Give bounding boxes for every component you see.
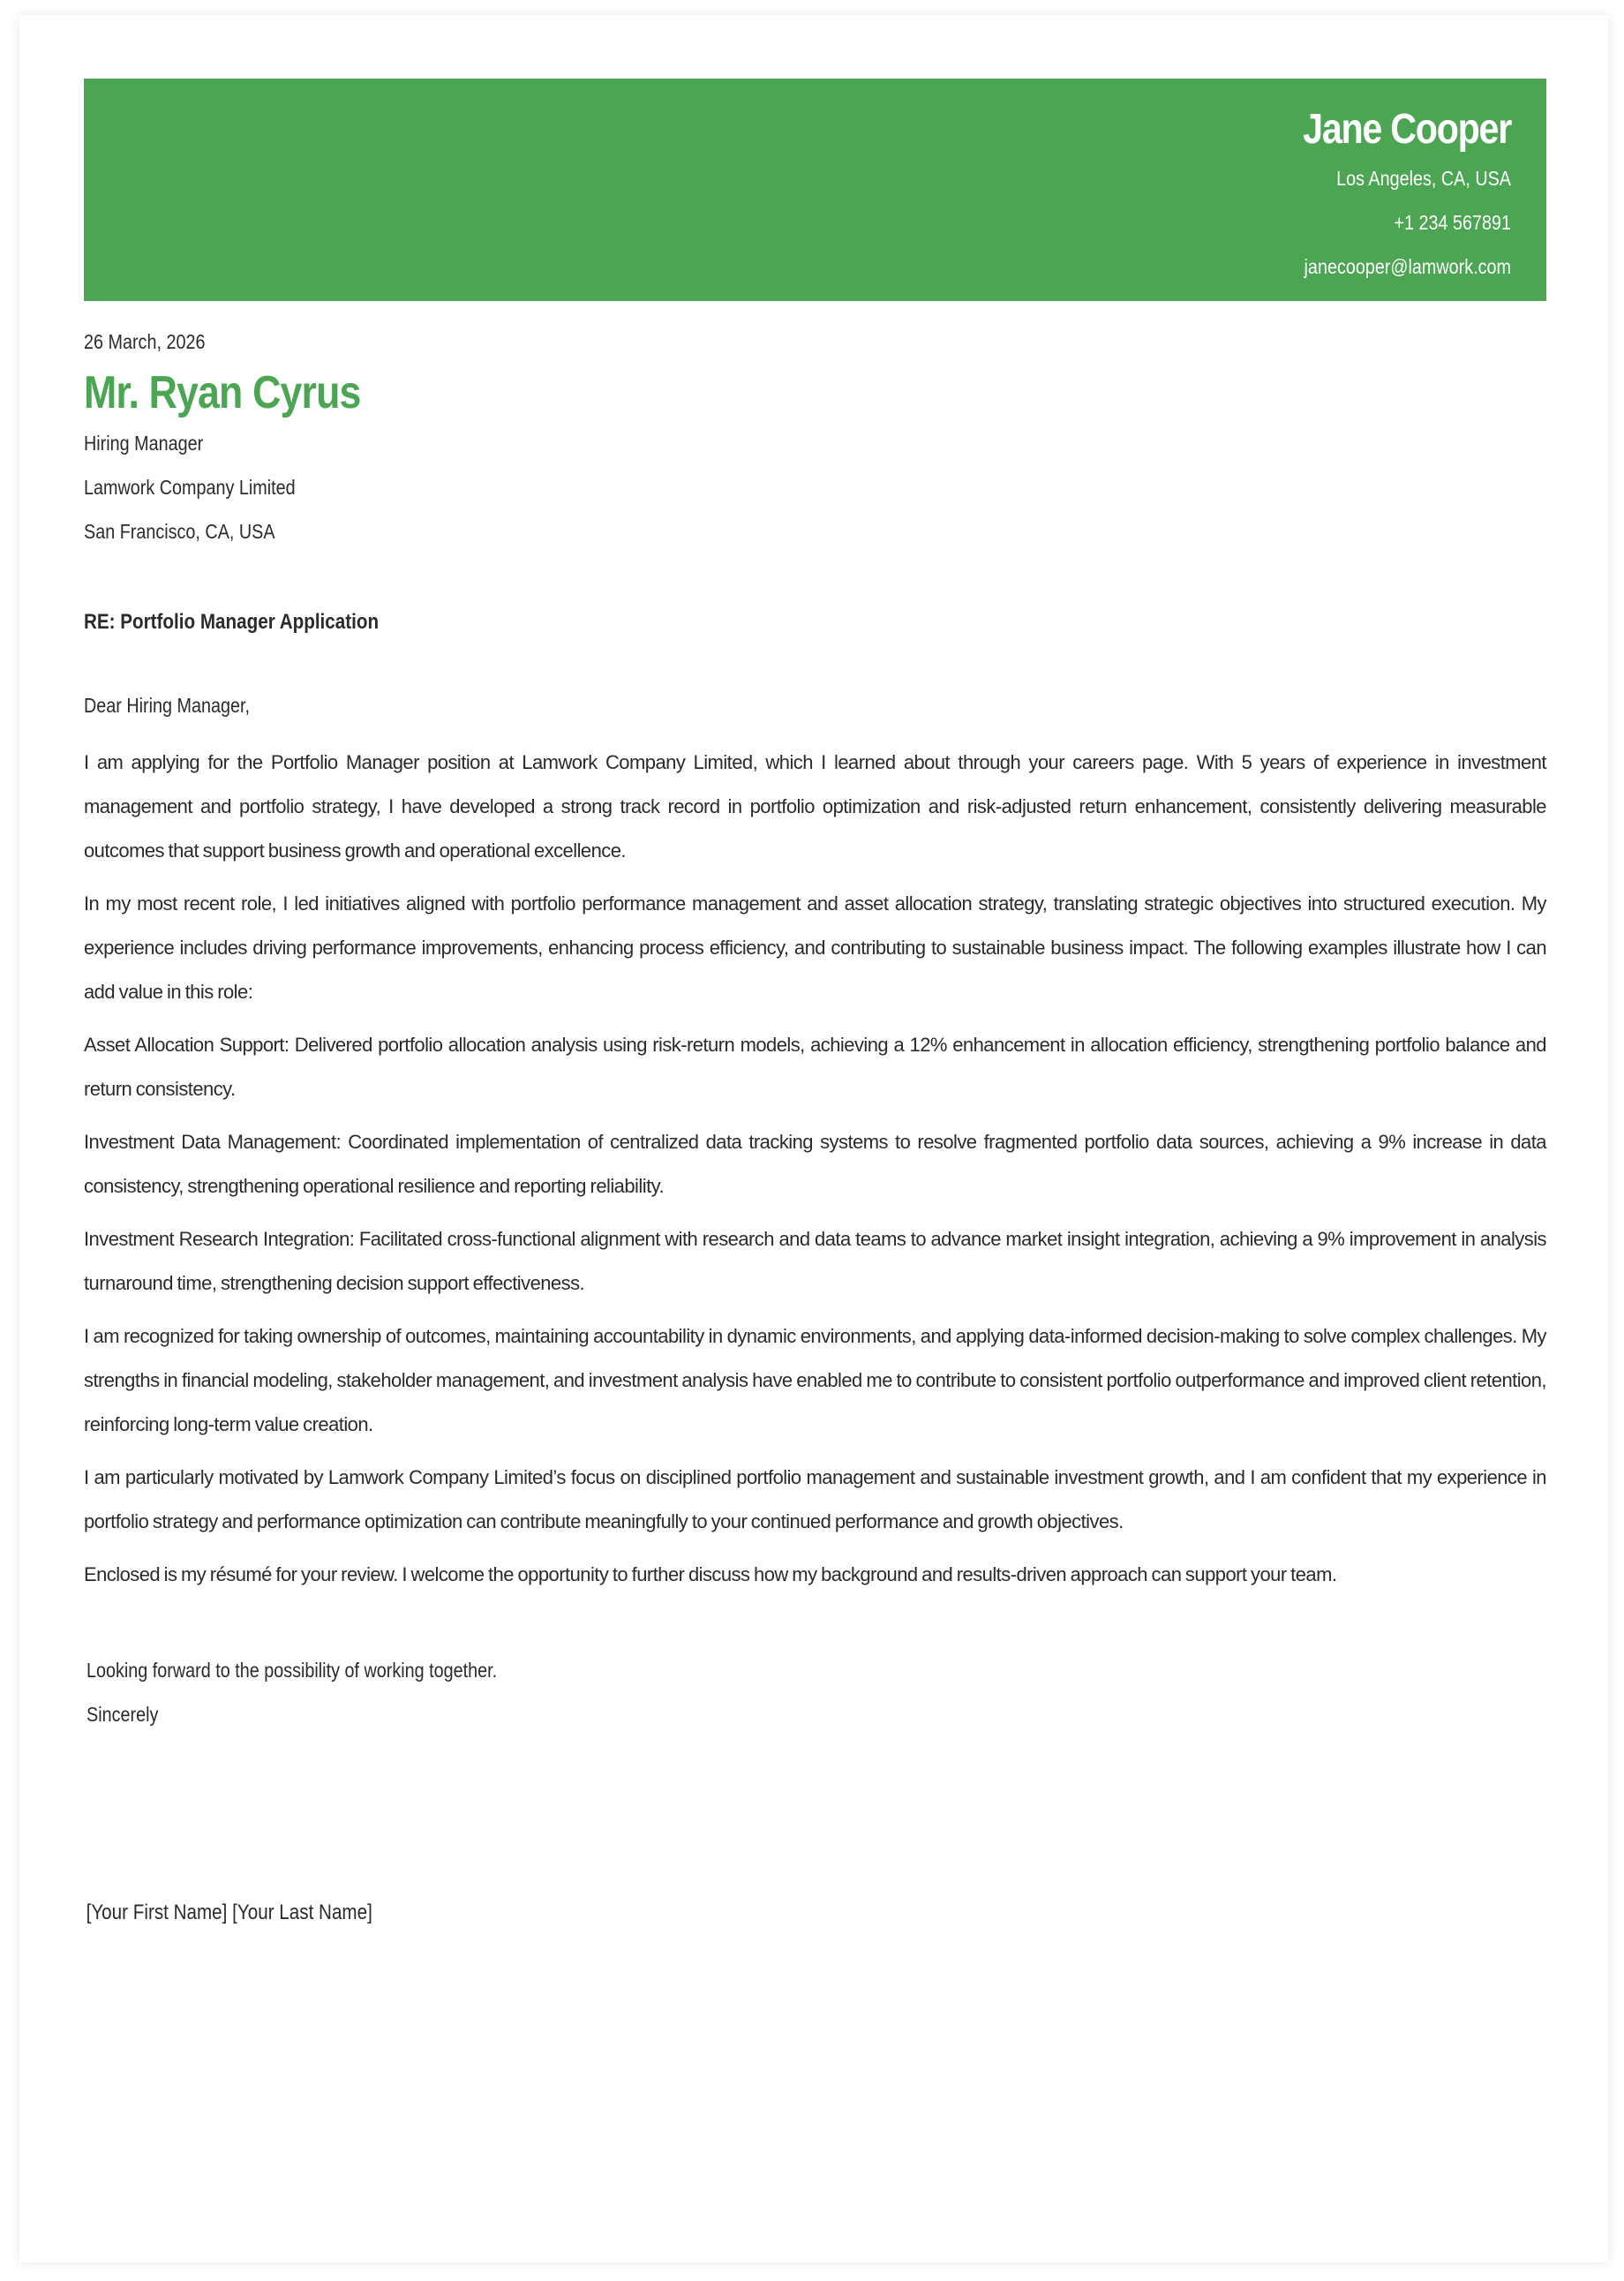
signature-name: [Your First Name] [Your Last Name] <box>86 1901 372 1924</box>
closing-block <box>84 1648 1546 1736</box>
sender-email: janecooper@lamwork.com <box>1304 255 1511 278</box>
body-paragraph-motivation: I am particularly motivated by Lamwork Company Limited’s focus on disciplined portfolio management and sustainable investment growth, and I am confident that my experience in portfolio strategy and performance optimization can contribute meaningfully to your continued performance and growth objectives. <box>84 1466 1546 1532</box>
sign-off: Sincerely <box>86 1703 159 1726</box>
sender-header <box>84 79 1546 301</box>
recipient-location: San Francisco, CA, USA <box>84 520 275 543</box>
sender-name: Jane Cooper <box>1303 106 1511 153</box>
letter-date: 26 March, 2026 <box>84 330 206 353</box>
body-paragraph-strengths: I am recognized for taking ownership of outcomes, maintaining accountability in dynamic environments, and applying data-informed decision-making to solve complex challenges. My strengths in financial modeling, stakeholder management, and investment analysis have enabled me to contribute to consistent portfolio outperformance and improved client retention, reinforcing long-term value creation. <box>84 1325 1546 1435</box>
body-paragraph-asset-allocation: Asset Allocation Support: Delivered portfolio allocation analysis using risk-return models, achieving a 12% enhancement in allocation efficiency, strengthening portfolio balance and return consistency. <box>84 1034 1546 1100</box>
body-paragraph-recent-role: In my most recent role, I led initiatives aligned with portfolio performance management and asset allocation strategy, translating strategic objectives into structured execution. My experience includes driving performance improvements, enhancing process efficiency, and contributing to sustainable business impact. The following examples illustrate how I can add value in this role: <box>84 892 1546 1003</box>
body-paragraph-data-management: Investment Data Management: Coordinated implementation of centralized data tracking systems to resolve fragmented portfolio data sources, achieving a 9% increase in data consistency, strengthening operational resilience and reporting reliability. <box>84 1131 1546 1197</box>
recipient-name: Mr. Ryan Cyrus <box>84 367 361 418</box>
sender-phone: +1 234 567891 <box>1394 211 1511 234</box>
body-paragraph-research-integration: Investment Research Integration: Facilitated cross-functional alignment with research and data teams to advance market insight integration, achieving a 9% improvement in analysis turnaround time, strengthening decision support effectiveness. <box>84 1228 1546 1294</box>
body-paragraph-enclosure: Enclosed is my résumé for your review. I welcome the opportunity to further discuss how my background and results-driven approach can support your team. <box>84 1563 1337 1585</box>
salutation: Dear Hiring Manager, <box>84 694 251 717</box>
letter-page <box>19 15 1608 2262</box>
letter-content <box>84 79 1546 1929</box>
recipient-company: Lamwork Company Limited <box>84 476 296 499</box>
subject-line: RE: Portfolio Manager Application <box>84 610 380 634</box>
recipient-title: Hiring Manager <box>84 432 204 455</box>
letter-body <box>84 741 1546 1597</box>
body-paragraph-intro: I am applying for the Portfolio Manager position at Lamwork Company Limited, which I learned about through your careers page. With 5 years of experience in investment management and portfolio strategy, I have developed a strong track record in portfolio optimization and risk-adjusted return enhancement, consistently delivering measurable outcomes that support business growth and operational excellence. <box>84 751 1546 862</box>
sender-location: Los Angeles, CA, USA <box>1336 167 1511 190</box>
closing-line: Looking forward to the possibility of working together. <box>86 1659 498 1682</box>
